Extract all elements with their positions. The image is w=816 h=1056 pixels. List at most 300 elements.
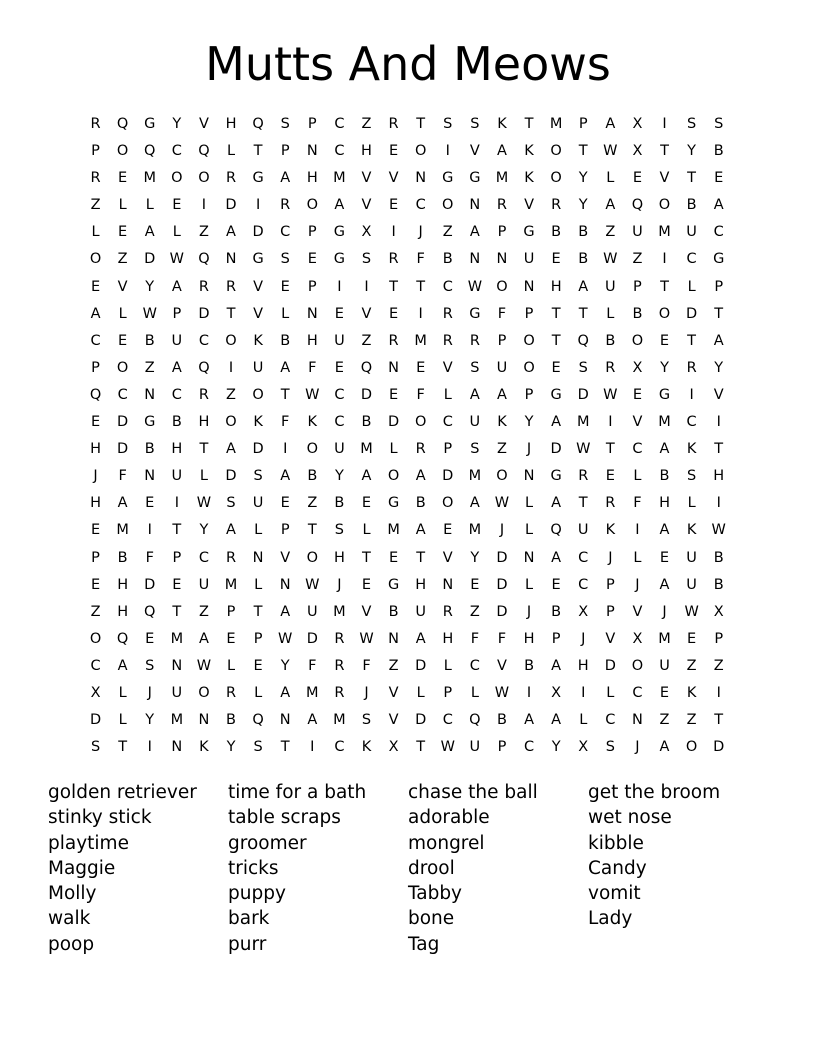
grid-letter: P — [280, 522, 290, 539]
grid-letter: R — [225, 549, 237, 566]
grid-row — [82, 138, 732, 165]
grid-letter: E — [145, 630, 155, 647]
grid-letter: F — [308, 657, 317, 674]
letter-grid — [82, 111, 732, 761]
grid-letter: E — [361, 495, 372, 512]
grid-letter: S — [280, 116, 290, 132]
grid-letter: B — [632, 305, 643, 322]
grid-letter: N — [279, 712, 291, 729]
grid-letter: C — [198, 549, 209, 566]
grid-letter: S — [253, 468, 263, 485]
grid-row — [82, 409, 732, 436]
grid-letter: O — [658, 305, 671, 322]
grid-letter: M — [143, 170, 156, 187]
grid-letter: J — [499, 522, 505, 539]
grid-letter: V — [388, 712, 399, 729]
grid-letter: B — [551, 224, 562, 241]
grid-letter: Y — [172, 116, 182, 132]
grid-letter: L — [633, 468, 642, 485]
word-item: wet nose — [588, 807, 672, 829]
word-item: playtime — [48, 832, 129, 854]
grid-letter: K — [524, 143, 534, 160]
grid-letter: X — [551, 684, 562, 701]
grid-letter: O — [116, 359, 129, 376]
grid-letter: E — [118, 224, 128, 241]
grid-letter: O — [523, 359, 535, 376]
grid-letter: W — [603, 143, 618, 160]
grid-letter: W — [603, 386, 618, 403]
grid-letter: B — [117, 549, 128, 566]
grid-letter: B — [659, 468, 670, 485]
grid-letter: E — [388, 197, 399, 214]
grid-letter: O — [89, 251, 102, 268]
grid-letter: G — [658, 386, 671, 403]
grid-letter: Q — [198, 251, 210, 268]
grid-letter: A — [659, 441, 670, 458]
grid-letter: T — [714, 441, 724, 458]
grid-letter: E — [551, 359, 561, 376]
word-item: poop — [48, 933, 95, 955]
grid-letter: H — [333, 549, 345, 566]
grid-letter: X — [578, 603, 589, 620]
grid-letter: D — [144, 576, 156, 593]
grid-letter: L — [579, 712, 588, 729]
grid-letter: B — [171, 414, 182, 431]
grid-letter: S — [687, 468, 697, 485]
grid-letter: G — [713, 251, 725, 268]
grid-letter: R — [225, 278, 237, 295]
grid-letter: G — [144, 116, 156, 132]
word-item: get the broom — [588, 782, 721, 803]
grid-letter: A — [605, 197, 616, 214]
grid-letter: H — [659, 495, 670, 512]
grid-letter: C — [632, 441, 643, 458]
grid-letter: G — [333, 251, 346, 268]
grid-letter: W — [196, 657, 212, 674]
grid-row — [82, 707, 732, 734]
grid-letter: V — [253, 278, 264, 295]
grid-letter: V — [713, 386, 724, 403]
grid-letter: U — [415, 603, 426, 620]
grid-letter: I — [228, 359, 234, 376]
grid-letter: P — [307, 278, 317, 295]
grid-letter: I — [418, 305, 423, 322]
grid-letter: L — [633, 549, 642, 566]
grid-letter: C — [442, 278, 453, 295]
grid-letter: U — [686, 576, 697, 593]
grid-letter: N — [144, 468, 156, 485]
grid-letter: P — [714, 278, 724, 295]
grid-letter: U — [496, 359, 508, 376]
grid-letter: G — [387, 495, 400, 512]
grid-letter: P — [633, 278, 642, 295]
grid-letter: T — [253, 143, 263, 160]
grid-letter: U — [334, 332, 345, 349]
grid-letter: U — [577, 522, 589, 539]
grid-letter: Z — [144, 359, 155, 376]
word-item: Tabby — [408, 883, 463, 905]
grid-letter: X — [632, 116, 643, 132]
grid-letter: A — [659, 576, 670, 593]
grid-letter: E — [388, 386, 399, 403]
grid-letter: D — [686, 305, 698, 322]
grid-letter: C — [578, 576, 589, 593]
grid-letter: M — [387, 522, 400, 539]
grid-letter: V — [361, 197, 372, 214]
grid-letter: E — [90, 576, 101, 593]
grid-letter: T — [199, 441, 209, 458]
grid-letter: Q — [252, 712, 264, 729]
grid-letter: Z — [686, 657, 697, 674]
grid-letter: E — [280, 495, 290, 512]
grid-row — [82, 192, 732, 219]
grid-letter: R — [388, 116, 399, 132]
grid-letter: V — [117, 278, 128, 295]
grid-letter: A — [307, 712, 318, 729]
word-column — [48, 780, 228, 957]
grid-letter: D — [360, 386, 373, 403]
grid-letter: E — [172, 197, 182, 214]
grid-letter: R — [198, 386, 209, 403]
grid-letter: X — [632, 359, 643, 376]
grid-letter: J — [526, 441, 532, 458]
grid-letter: A — [551, 495, 562, 512]
grid-letter: Z — [198, 224, 209, 241]
grid-letter: L — [118, 197, 127, 214]
grid-letter: T — [551, 305, 561, 322]
grid-letter: U — [469, 414, 481, 431]
grid-letter: P — [497, 739, 507, 756]
grid-letter: K — [605, 522, 616, 539]
grid-letter: U — [306, 603, 318, 620]
grid-letter: E — [551, 251, 561, 268]
grid-letter: E — [280, 278, 290, 295]
grid-letter: T — [660, 143, 669, 160]
grid-letter: E — [361, 576, 372, 593]
word-column — [408, 780, 588, 957]
grid-letter: B — [605, 332, 616, 349]
grid-letter: V — [496, 657, 507, 674]
grid-letter: P — [497, 224, 507, 241]
grid-letter: M — [170, 630, 184, 647]
grid-letter: E — [118, 332, 128, 349]
grid-letter: D — [225, 468, 237, 485]
grid-letter: V — [442, 359, 453, 376]
grid-letter: Y — [199, 522, 209, 539]
grid-letter: U — [605, 278, 616, 295]
grid-letter: H — [171, 441, 183, 458]
grid-letter: Y — [714, 359, 724, 376]
grid-letter: K — [686, 522, 697, 539]
grid-letter: T — [524, 116, 534, 132]
grid-letter: V — [280, 549, 291, 566]
grid-letter: T — [578, 305, 588, 322]
grid-letter: B — [144, 332, 155, 349]
grid-row — [82, 490, 732, 517]
grid-letter: D — [89, 712, 102, 729]
word-item: purr — [228, 933, 267, 955]
grid-letter: A — [280, 684, 291, 701]
grid-letter: M — [576, 414, 590, 431]
grid-letter: L — [525, 522, 534, 539]
grid-letter: Z — [605, 224, 616, 241]
grid-letter: Z — [388, 657, 399, 674]
grid-letter: D — [144, 251, 156, 268]
grid-row — [82, 653, 732, 680]
grid-letter: J — [147, 684, 152, 701]
grid-letter: E — [416, 359, 426, 376]
grid-letter: O — [550, 170, 562, 187]
grid-letter: G — [442, 170, 454, 187]
grid-letter: X — [713, 603, 724, 620]
grid-letter: E — [470, 576, 480, 593]
grid-letter: C — [469, 657, 480, 674]
grid-letter: I — [364, 278, 369, 295]
grid-letter: A — [415, 522, 426, 539]
grid-letter: H — [361, 143, 372, 160]
grid-letter: K — [686, 441, 697, 458]
grid-letter: D — [252, 441, 264, 458]
grid-letter: F — [633, 495, 642, 512]
grid-letter: K — [497, 116, 507, 132]
grid-letter: T — [389, 278, 398, 295]
grid-letter: Y — [145, 278, 155, 295]
grid-letter: D — [117, 441, 129, 458]
grid-letter: D — [713, 739, 725, 756]
word-item: Molly — [48, 883, 97, 905]
grid-letter: R — [551, 197, 562, 214]
grid-letter: S — [280, 251, 290, 268]
grid-letter: M — [468, 468, 482, 485]
grid-letter: I — [526, 684, 532, 701]
grid-letter: L — [226, 143, 236, 160]
grid-letter: Z — [90, 197, 101, 214]
grid-letter: O — [631, 657, 644, 674]
grid-letter: R — [334, 630, 345, 647]
grid-letter: W — [467, 278, 483, 295]
grid-letter: B — [496, 712, 507, 729]
grid-letter: I — [662, 116, 667, 132]
grid-letter: Q — [631, 197, 644, 214]
grid-row — [82, 626, 732, 653]
grid-letter: Z — [307, 495, 318, 512]
grid-letter: L — [226, 657, 236, 674]
grid-letter: C — [442, 712, 453, 729]
word-item: chase the ball — [408, 782, 538, 803]
grid-letter: M — [549, 116, 563, 132]
grid-letter: S — [361, 712, 372, 729]
grid-letter: C — [713, 224, 724, 241]
grid-letter: E — [307, 251, 317, 268]
grid-letter: C — [442, 414, 453, 431]
grid-row — [82, 382, 732, 409]
grid-letter: T — [714, 305, 724, 322]
grid-letter: D — [604, 657, 616, 674]
grid-letter: O — [414, 143, 427, 160]
grid-letter: D — [496, 549, 508, 566]
grid-letter: M — [495, 170, 509, 187]
grid-letter: R — [496, 197, 507, 214]
grid-letter: D — [225, 197, 237, 214]
grid-letter: B — [144, 441, 155, 458]
grid-letter: O — [442, 197, 454, 214]
grid-row — [82, 111, 732, 138]
grid-letter: B — [713, 576, 724, 593]
grid-letter: H — [550, 278, 562, 295]
grid-letter: M — [414, 332, 427, 349]
word-item: bone — [408, 908, 455, 930]
grid-letter: T — [172, 603, 182, 620]
grid-letter: A — [659, 739, 670, 756]
grid-letter: A — [280, 359, 291, 376]
grid-letter: P — [524, 386, 534, 403]
grid-letter: F — [416, 251, 425, 268]
grid-letter: S — [334, 522, 344, 539]
grid-letter: X — [632, 143, 643, 160]
grid-letter: L — [145, 197, 154, 214]
word-item: vomit — [588, 883, 641, 905]
grid-letter: X — [578, 739, 589, 756]
grid-letter: J — [337, 576, 342, 593]
grid-letter: D — [387, 414, 400, 431]
grid-letter: A — [90, 305, 101, 322]
grid-letter: M — [306, 684, 319, 701]
grid-letter: K — [253, 414, 263, 431]
grid-letter: P — [443, 441, 453, 458]
grid-letter: P — [91, 143, 100, 160]
grid-letter: E — [253, 657, 263, 674]
grid-letter: Y — [551, 739, 561, 756]
grid-letter: W — [684, 603, 699, 620]
grid-letter: T — [416, 549, 426, 566]
grid-letter: J — [635, 739, 640, 756]
grid-letter: A — [171, 278, 182, 295]
grid-letter: G — [469, 305, 481, 322]
grid-letter: M — [658, 414, 671, 431]
word-column — [228, 780, 408, 957]
grid-letter: N — [225, 251, 237, 268]
grid-letter: P — [443, 684, 453, 701]
grid-letter: E — [659, 549, 670, 566]
grid-letter: R — [334, 684, 345, 701]
grid-letter: W — [359, 630, 374, 647]
grid-letter: O — [116, 143, 129, 160]
grid-letter: M — [170, 712, 184, 729]
word-item: mongrel — [408, 832, 485, 854]
grid-letter: G — [469, 170, 481, 187]
grid-letter: N — [306, 143, 318, 160]
grid-letter: Z — [361, 332, 372, 349]
grid-letter: V — [388, 170, 399, 187]
grid-letter: R — [415, 441, 426, 458]
grid-letter: G — [550, 386, 562, 403]
grid-letter: P — [551, 630, 561, 647]
grid-letter: C — [578, 549, 589, 566]
grid-letter: L — [254, 684, 263, 701]
grid-letter: V — [388, 684, 399, 701]
grid-letter: S — [361, 251, 372, 268]
grid-letter: S — [687, 116, 697, 132]
grid-letter: D — [496, 576, 508, 593]
grid-letter: D — [442, 468, 454, 485]
grid-letter: J — [662, 603, 667, 620]
grid-letter: B — [578, 224, 589, 241]
grid-letter: B — [524, 657, 535, 674]
grid-letter: O — [685, 739, 698, 756]
grid-letter: E — [334, 359, 344, 376]
grid-letter: B — [713, 549, 724, 566]
grid-letter: C — [686, 414, 697, 431]
grid-letter: T — [714, 712, 724, 729]
grid-letter: V — [198, 116, 209, 132]
grid-letter: N — [523, 468, 535, 485]
grid-letter: I — [283, 441, 288, 458]
grid-letter: R — [686, 359, 697, 376]
grid-letter: Q — [144, 143, 156, 160]
grid-letter: Y — [660, 359, 669, 376]
grid-letter: A — [551, 657, 562, 674]
grid-letter: N — [469, 197, 481, 214]
grid-letter: L — [199, 468, 208, 485]
grid-letter: E — [388, 143, 399, 160]
grid-letter: T — [307, 522, 317, 539]
grid-letter: U — [686, 224, 697, 241]
grid-letter: F — [497, 630, 507, 647]
grid-letter: O — [442, 495, 454, 512]
grid-letter: A — [713, 332, 724, 349]
grid-letter: C — [198, 332, 209, 349]
grid-letter: F — [416, 386, 425, 403]
grid-letter: H — [117, 576, 129, 593]
grid-letter: D — [496, 603, 508, 620]
grid-letter: V — [632, 603, 643, 620]
grid-letter: G — [387, 576, 400, 593]
grid-letter: R — [198, 278, 209, 295]
grid-letter: A — [551, 549, 562, 566]
grid-letter: L — [91, 224, 100, 241]
grid-letter: V — [605, 630, 616, 647]
grid-letter: B — [713, 143, 724, 160]
grid-letter: O — [550, 143, 562, 160]
grid-letter: N — [442, 576, 454, 593]
grid-letter: B — [551, 603, 562, 620]
grid-letter: U — [198, 576, 210, 593]
grid-letter: W — [711, 522, 726, 539]
grid-letter: N — [388, 630, 399, 647]
grid-letter: Z — [713, 657, 724, 674]
grid-letter: W — [142, 305, 157, 322]
grid-letter: U — [171, 468, 183, 485]
grid-letter: R — [442, 332, 453, 349]
grid-letter: E — [90, 278, 101, 295]
grid-letter: K — [686, 684, 697, 701]
grid-row — [82, 436, 732, 463]
grid-row — [82, 355, 732, 382]
grid-letter: Z — [469, 603, 480, 620]
grid-letter: W — [494, 684, 510, 701]
grid-letter: L — [606, 170, 615, 187]
grid-letter: R — [605, 359, 616, 376]
grid-letter: Z — [117, 251, 128, 268]
grid-letter: S — [578, 359, 588, 376]
grid-letter: R — [90, 116, 101, 132]
grid-letter: P — [605, 576, 615, 593]
grid-letter: L — [470, 684, 479, 701]
grid-letter: B — [307, 468, 318, 485]
grid-letter: F — [470, 630, 480, 647]
grid-letter: T — [416, 116, 426, 132]
grid-letter: V — [361, 603, 372, 620]
